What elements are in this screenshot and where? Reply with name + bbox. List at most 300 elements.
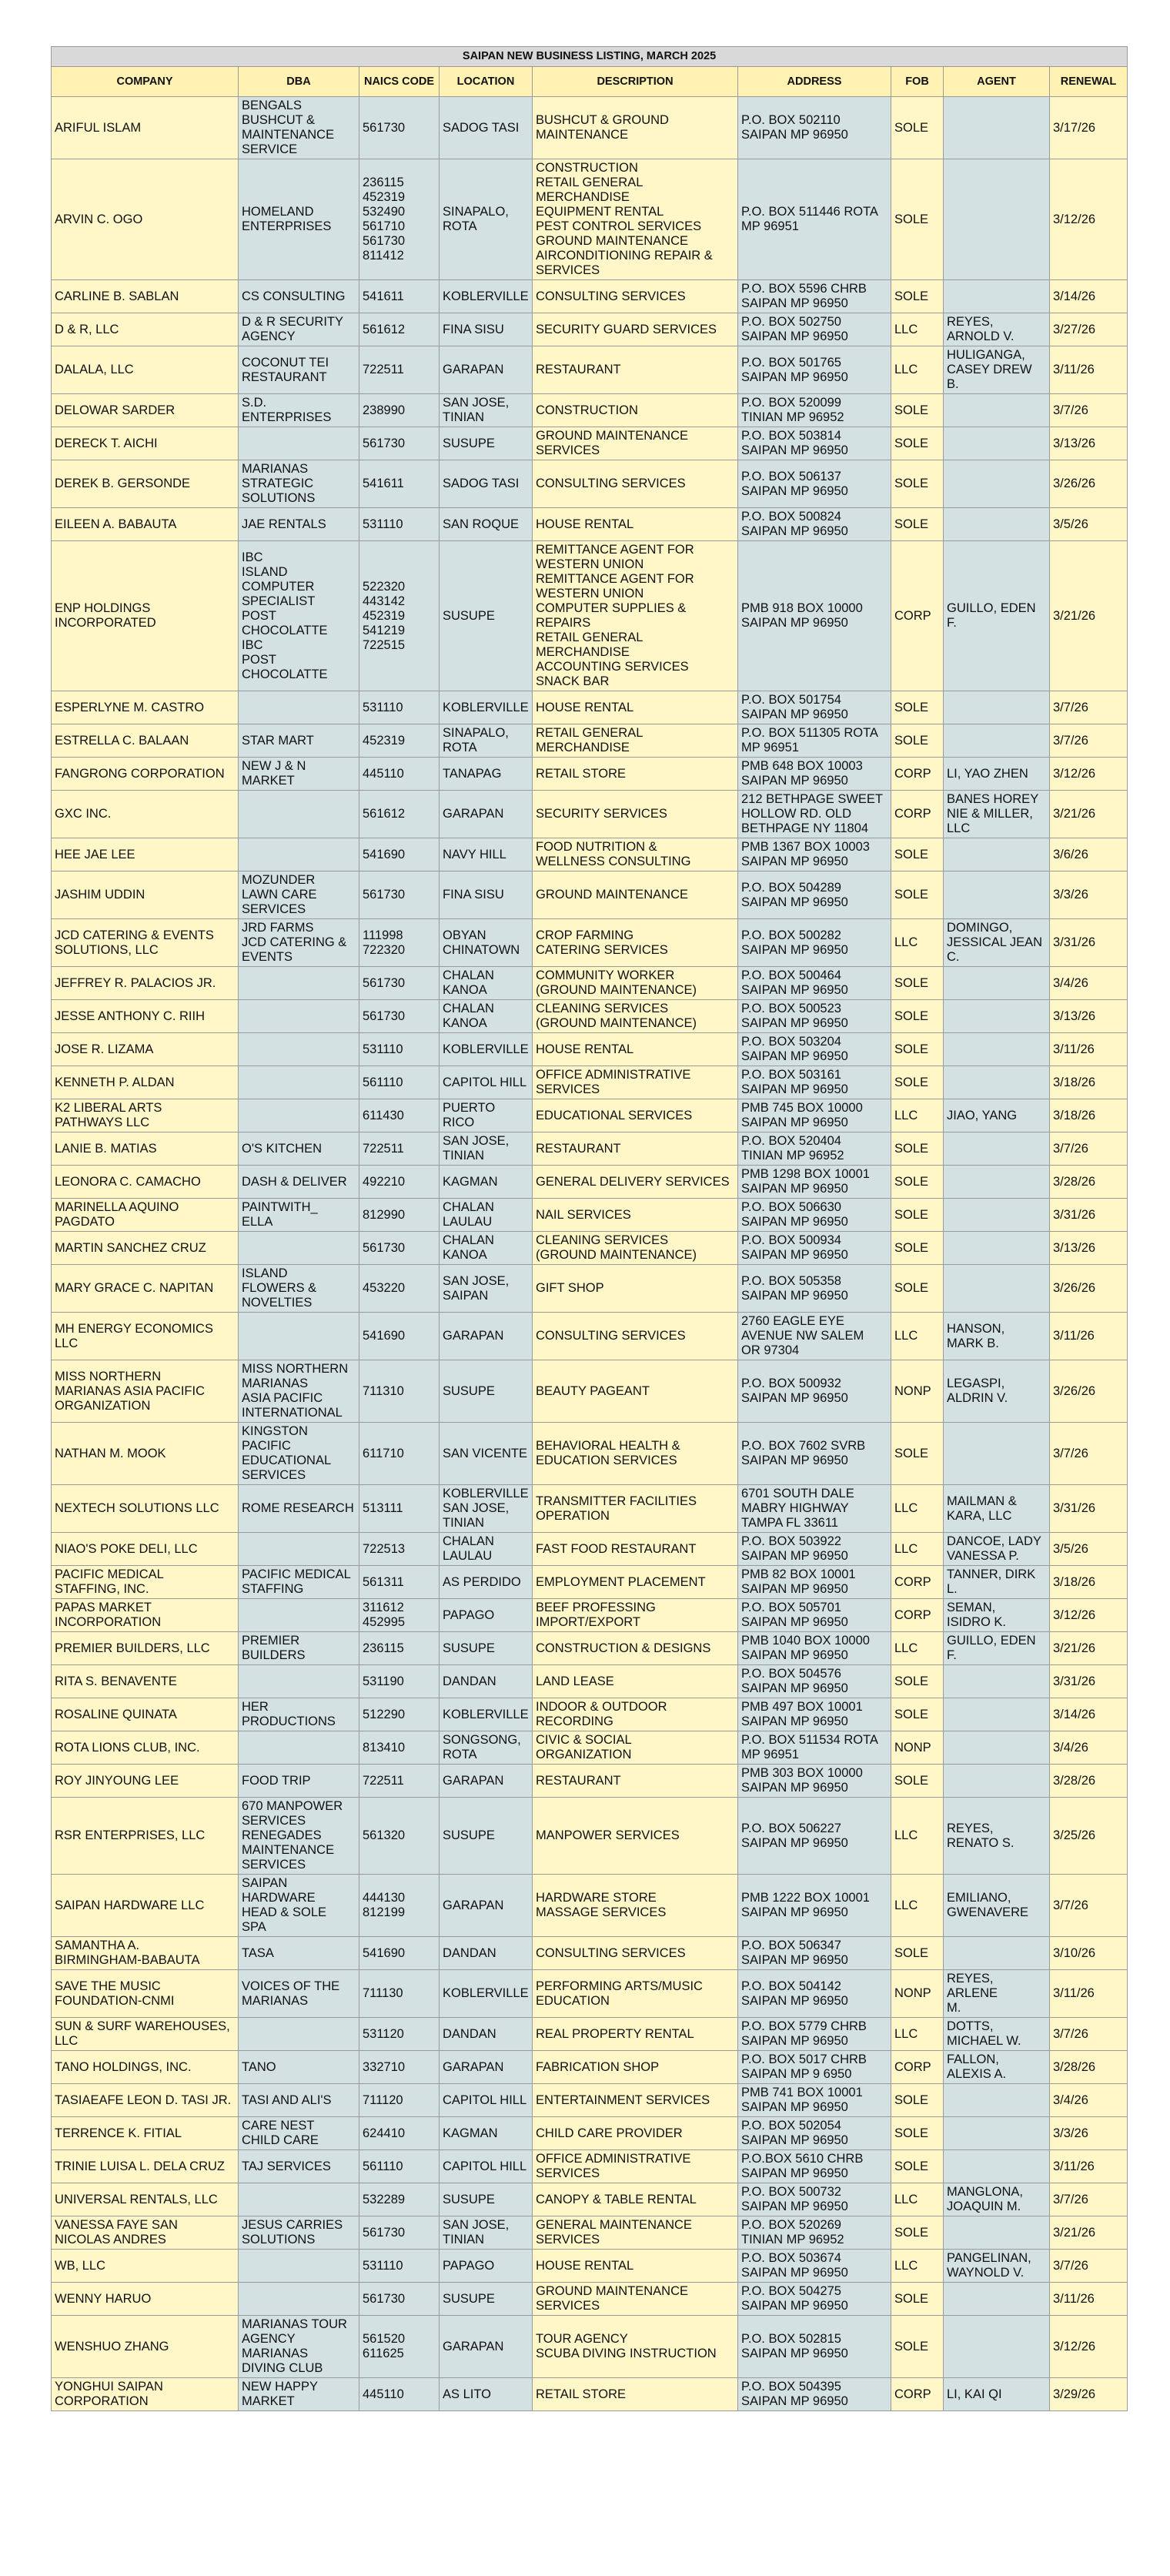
renewal-line: 3/4/26 <box>1053 975 1088 990</box>
dba-cell <box>239 1232 359 1265</box>
address-line: P.O. BOX 503204 <box>741 1035 841 1049</box>
agent-cell <box>944 1000 1050 1033</box>
dba-cell <box>239 1485 359 1533</box>
renewal-line: 3/12/26 <box>1053 1607 1096 1622</box>
column-header-agent: AGENT <box>944 67 1050 97</box>
agent-cell <box>944 1533 1050 1566</box>
address-line: 212 BETHPAGE SWEET <box>741 792 883 806</box>
renewal-cell <box>1050 2216 1128 2250</box>
fob-line: NONP <box>894 1740 931 1755</box>
description-cell <box>533 871 738 919</box>
company-line: ARIFUL ISLAM <box>55 120 142 135</box>
company-cell <box>52 394 239 427</box>
location-cell <box>440 2150 533 2183</box>
naics-cell <box>359 1632 440 1665</box>
address-line: SAIPAN MP 96950 <box>741 1288 848 1303</box>
company-cell <box>52 280 239 313</box>
dba-line: STRATEGIC <box>242 477 314 490</box>
naics-line: 722515 <box>363 637 406 652</box>
renewal-line: 3/4/26 <box>1053 2093 1088 2107</box>
address-line: SAIPAN MP 96950 <box>741 1905 848 1919</box>
location-line: LAULAU <box>443 1215 493 1229</box>
description-cell <box>533 2283 738 2316</box>
address-line: 6701 SOUTH DALE <box>741 1487 854 1500</box>
fob-cell <box>891 2283 944 2316</box>
description-line: RESTAURANT <box>536 1141 621 1156</box>
fob-line: SOLE <box>894 436 929 450</box>
table-row <box>52 280 1128 313</box>
agent-line: ISIDRO K. <box>947 1615 1007 1629</box>
renewal-cell <box>1050 1232 1128 1265</box>
location-cell <box>440 541 533 691</box>
naics-line: 452319 <box>363 608 406 623</box>
dba-line: SERVICES <box>242 1468 306 1482</box>
naics-line: 541690 <box>363 847 406 861</box>
description-line: SECURITY SERVICES <box>536 807 667 821</box>
company-line: PAGDATO <box>55 1215 115 1229</box>
naics-cell <box>359 1166 440 1199</box>
dba-line: HEAD & SOLE <box>242 1905 327 1919</box>
address-line: PMB 1040 BOX 10000 <box>741 1634 870 1648</box>
table-row <box>52 2117 1128 2150</box>
naics-cell <box>359 1765 440 1798</box>
renewal-cell <box>1050 1731 1128 1765</box>
dba-cell <box>239 1265 359 1313</box>
agent-line: GUILLO, EDEN <box>947 601 1036 615</box>
company-cell <box>52 427 239 460</box>
renewal-cell <box>1050 1566 1128 1599</box>
naics-line: 812990 <box>363 1207 406 1222</box>
company-cell <box>52 346 239 394</box>
company-line: D & R, LLC <box>55 322 119 336</box>
description-line: SERVICES <box>536 2233 600 2246</box>
description-line: SECURITY GUARD SERVICES <box>536 322 717 336</box>
description-line: HARDWARE STORE <box>536 1891 657 1905</box>
dba-cell <box>239 2250 359 2283</box>
address-cell <box>738 1360 891 1423</box>
dba-line: HOMELAND <box>242 205 314 219</box>
location-line: CAPITOL HILL <box>443 2093 527 2107</box>
agent-line: TANNER, DIRK <box>947 1567 1036 1581</box>
table-row <box>52 1485 1128 1533</box>
description-line: HOUSE RENTAL <box>536 1042 634 1056</box>
location-cell <box>440 724 533 758</box>
naics-cell <box>359 508 440 541</box>
location-line: CHALAN <box>443 1233 494 1247</box>
description-cell <box>533 919 738 967</box>
table-row <box>52 1265 1128 1313</box>
dba-line: ELLA <box>242 1215 273 1229</box>
dba-cell <box>239 2084 359 2117</box>
address-cell <box>738 2250 891 2283</box>
naics-line: 531120 <box>363 2026 404 2041</box>
address-cell <box>738 1665 891 1698</box>
company-cell <box>52 2150 239 2183</box>
address-cell <box>738 791 891 838</box>
renewal-cell <box>1050 1423 1128 1485</box>
address-cell <box>738 838 891 871</box>
address-cell <box>738 1265 891 1313</box>
description-cell <box>533 280 738 313</box>
dba-cell <box>239 394 359 427</box>
address-line: SAIPAN MP 96950 <box>741 1993 848 2008</box>
dba-line: ROME RESEARCH <box>242 1501 354 1515</box>
fob-line: NONP <box>894 1986 931 2000</box>
fob-line: SOLE <box>894 1773 929 1788</box>
company-cell <box>52 460 239 508</box>
column-header-company: COMPANY <box>52 67 239 97</box>
address-cell <box>738 1765 891 1798</box>
fob-line: SOLE <box>894 1042 929 1056</box>
address-line: P.O. BOX 520404 <box>741 1134 841 1148</box>
address-cell <box>738 1599 891 1632</box>
agent-cell <box>944 1066 1050 1099</box>
company-cell <box>52 2250 239 2283</box>
table-row <box>52 541 1128 691</box>
dba-cell <box>239 1665 359 1698</box>
naics-cell <box>359 2378 440 2411</box>
location-line: SAN JOSE, <box>443 1273 510 1288</box>
address-line: TAMPA FL 33611 <box>741 1516 838 1530</box>
location-line: OBYAN <box>443 928 486 942</box>
table-row <box>52 2150 1128 2183</box>
dba-line: SOLUTIONS <box>242 491 316 505</box>
fob-cell <box>891 2378 944 2411</box>
renewal-cell <box>1050 1937 1128 1970</box>
location-line: RICO <box>443 1116 475 1129</box>
location-cell <box>440 2216 533 2250</box>
renewal-cell <box>1050 1132 1128 1166</box>
address-line: P.O. BOX 504576 <box>741 1667 841 1681</box>
agent-line: WAYNOLD V. <box>947 2266 1025 2280</box>
address-cell <box>738 1566 891 1599</box>
location-line: DANDAN <box>443 1945 496 1960</box>
dba-line: HER <box>242 1700 269 1714</box>
address-cell <box>738 691 891 724</box>
fob-cell <box>891 1199 944 1232</box>
location-cell <box>440 1132 533 1166</box>
table-row <box>52 2316 1128 2378</box>
company-line: NIAO'S POKE DELI, LLC <box>55 1541 198 1556</box>
company-cell <box>52 919 239 967</box>
company-cell <box>52 1970 239 2018</box>
naics-cell <box>359 1665 440 1698</box>
fob-line: CORP <box>894 1574 931 1589</box>
agent-cell <box>944 394 1050 427</box>
dba-line: SAIPAN <box>242 1876 288 1890</box>
company-line: HEE JAE LEE <box>55 847 135 861</box>
table-row <box>52 1765 1128 1798</box>
description-line: HOUSE RENTAL <box>536 517 634 531</box>
table-row <box>52 1937 1128 1970</box>
address-line: SAIPAN MP 96950 <box>741 524 848 538</box>
dba-line: CHOCOLATTE <box>242 623 328 637</box>
address-line: SAIPAN MP 96950 <box>741 616 848 630</box>
naics-line: 711310 <box>363 1383 404 1398</box>
dba-line: AGENCY <box>242 330 296 343</box>
address-line: SAIPAN MP 96950 <box>741 2394 848 2408</box>
naics-line: 311612 <box>363 1601 404 1614</box>
agent-line: DOMINGO, <box>947 921 1013 935</box>
fob-cell <box>891 1066 944 1099</box>
agent-line: JESSICAL JEAN <box>947 935 1043 949</box>
fob-cell <box>891 2216 944 2250</box>
dba-cell <box>239 346 359 394</box>
naics-cell <box>359 394 440 427</box>
company-cell <box>52 1232 239 1265</box>
naics-line: 611625 <box>363 2347 404 2360</box>
renewal-cell <box>1050 1313 1128 1360</box>
naics-line: 541690 <box>363 1329 406 1343</box>
naics-cell <box>359 967 440 1000</box>
table-row <box>52 1798 1128 1875</box>
address-line: SAIPAN MP 96950 <box>741 1648 848 1662</box>
agent-cell <box>944 1599 1050 1632</box>
company-line: NATHAN M. MOOK <box>55 1446 166 1460</box>
fob-line: NONP <box>894 1383 931 1398</box>
column-header-dba: DBA <box>239 67 359 97</box>
agent-cell <box>944 1937 1050 1970</box>
fob-line: SOLE <box>894 477 929 490</box>
address-cell <box>738 1099 891 1132</box>
address-line: SAIPAN MP 96950 <box>741 942 848 957</box>
description-line: SERVICES <box>536 263 600 277</box>
dba-line: LAWN CARE <box>242 888 317 902</box>
description-line: RETAIL GENERAL <box>536 631 644 644</box>
naics-line: 811412 <box>363 249 404 263</box>
dba-line: SERVICES <box>242 902 306 916</box>
company-line: JCD CATERING & EVENTS <box>55 928 214 942</box>
fob-cell <box>891 1166 944 1199</box>
location-line: ROTA <box>443 219 477 233</box>
company-cell <box>52 1000 239 1033</box>
dba-line: JCD CATERING & <box>242 935 347 949</box>
dba-line: FLOWERS & <box>242 1281 317 1295</box>
agent-line: REYES, <box>947 1821 994 1835</box>
agent-cell <box>944 1665 1050 1698</box>
naics-cell <box>359 2051 440 2084</box>
agent-cell <box>944 1360 1050 1423</box>
naics-line: 561311 <box>363 1574 404 1589</box>
address-cell <box>738 1937 891 1970</box>
dba-cell <box>239 313 359 346</box>
agent-cell <box>944 1132 1050 1166</box>
address-line: SAIPAN MP 96950 <box>741 2166 848 2180</box>
description-line: LAND LEASE <box>536 1674 614 1688</box>
company-cell <box>52 1360 239 1423</box>
fob-line: SOLE <box>894 1075 929 1089</box>
description-line: (GROUND MAINTENANCE) <box>536 1016 697 1030</box>
dba-line: IBC <box>242 637 263 652</box>
description-line: CANOPY & TABLE RENTAL <box>536 2192 697 2206</box>
location-line: SUSUPE <box>443 1641 495 1655</box>
company-cell <box>52 2183 239 2216</box>
fob-cell <box>891 2117 944 2150</box>
table-row <box>52 97 1128 159</box>
description-line: IMPORT/EXPORT <box>536 1615 640 1629</box>
dba-cell <box>239 758 359 791</box>
renewal-line: 3/11/26 <box>1053 2291 1095 2306</box>
location-line: KAGMAN <box>443 1174 498 1189</box>
address-cell <box>738 1485 891 1533</box>
fob-cell <box>891 1485 944 1533</box>
agent-cell <box>944 1423 1050 1485</box>
address-line: PMB 1367 BOX 10003 <box>741 840 870 854</box>
agent-line: SEMAN, <box>947 1601 996 1614</box>
location-cell <box>440 1166 533 1199</box>
naics-cell <box>359 1875 440 1937</box>
dba-line: JESUS CARRIES <box>242 2218 343 2232</box>
renewal-line: 3/11/26 <box>1053 2159 1095 2173</box>
renewal-cell <box>1050 460 1128 508</box>
renewal-line: 3/31/26 <box>1053 1501 1096 1515</box>
description-line: CLEANING SERVICES <box>536 1002 669 1015</box>
agent-line: B. <box>947 377 959 391</box>
company-cell <box>52 159 239 280</box>
description-cell <box>533 2216 738 2250</box>
dba-line: IBC <box>242 550 263 564</box>
agent-line: EMILIANO, <box>947 1891 1011 1905</box>
company-line: UNIVERSAL RENTALS, LLC <box>55 2192 218 2206</box>
address-cell <box>738 758 891 791</box>
description-cell <box>533 2183 738 2216</box>
location-line: FINA SISU <box>443 888 504 902</box>
description-line: NAIL SERVICES <box>536 1207 631 1222</box>
fob-line: LLC <box>894 2192 918 2206</box>
dba-line: TAJ SERVICES <box>242 2159 331 2173</box>
description-cell <box>533 691 738 724</box>
location-cell <box>440 1937 533 1970</box>
fob-line: SOLE <box>894 700 929 714</box>
naics-line: 711120 <box>363 2093 403 2107</box>
location-line: SAN JOSE, <box>443 1134 510 1148</box>
naics-line: 561710 <box>363 219 406 233</box>
address-cell <box>738 724 891 758</box>
dba-line: SPA <box>242 1920 266 1934</box>
renewal-line: 3/12/26 <box>1053 212 1096 226</box>
description-line: (GROUND MAINTENANCE) <box>536 983 697 997</box>
description-cell <box>533 1423 738 1485</box>
description-line: GROUND MAINTENANCE <box>536 2284 689 2298</box>
dba-line: BUSHCUT & <box>242 113 316 127</box>
location-cell <box>440 2183 533 2216</box>
address-line: SAIPAN MP 96950 <box>741 2266 848 2280</box>
renewal-cell <box>1050 2283 1128 2316</box>
address-line: SAIPAN MP 96950 <box>741 855 848 868</box>
location-cell <box>440 1765 533 1798</box>
description-line: EMPLOYMENT PLACEMENT <box>536 1574 706 1589</box>
description-cell <box>533 1265 738 1313</box>
dba-cell <box>239 1731 359 1765</box>
column-header-row <box>52 67 1128 97</box>
address-line: SAIPAN MP 9 6950 <box>741 2067 852 2081</box>
dba-cell <box>239 1533 359 1566</box>
dba-cell <box>239 919 359 967</box>
location-line: SADOG TASI <box>443 120 520 135</box>
company-line: SAVE THE MUSIC <box>55 1979 161 1993</box>
location-cell <box>440 313 533 346</box>
table-row <box>52 1033 1128 1066</box>
company-line: DALALA, LLC <box>55 363 134 376</box>
fob-cell <box>891 871 944 919</box>
column-header-fob: FOB <box>891 67 944 97</box>
fob-line: SOLE <box>894 975 929 990</box>
description-line: RETAIL STORE <box>536 766 627 781</box>
address-line: SAIPAN MP 96950 <box>741 483 848 498</box>
location-line: GARAPAN <box>443 1329 504 1343</box>
description-line: ENTERTAINMENT SERVICES <box>536 2093 710 2107</box>
location-line: SAN JOSE, <box>443 2218 510 2232</box>
address-line: SAIPAN MP 96950 <box>741 2034 848 2048</box>
address-cell <box>738 2084 891 2117</box>
agent-cell <box>944 1313 1050 1360</box>
company-cell <box>52 758 239 791</box>
naics-line: 611710 <box>363 1446 404 1460</box>
naics-line: 561730 <box>363 2291 406 2306</box>
location-line: SUSUPE <box>443 1828 495 1842</box>
dba-cell <box>239 967 359 1000</box>
table-row <box>52 758 1128 791</box>
agent-cell <box>944 724 1050 758</box>
naics-line: 722511 <box>363 1141 404 1156</box>
description-cell <box>533 1166 738 1199</box>
dba-line: TANO <box>242 2059 276 2074</box>
renewal-cell <box>1050 1698 1128 1731</box>
agent-cell <box>944 1765 1050 1798</box>
renewal-line: 3/14/26 <box>1053 1707 1096 1721</box>
company-cell <box>52 97 239 159</box>
address-cell <box>738 346 891 394</box>
location-cell <box>440 1566 533 1599</box>
company-line: WENSHUO ZHANG <box>55 2339 169 2354</box>
company-line: GXC INC. <box>55 807 112 821</box>
renewal-line: 3/7/26 <box>1053 700 1088 714</box>
description-line: GROUND MAINTENANCE <box>536 234 689 248</box>
location-line: TINIAN <box>443 1149 485 1163</box>
dba-line: CHOCOLATTE <box>242 667 328 681</box>
description-cell <box>533 2018 738 2051</box>
fob-line: SOLE <box>894 1009 929 1023</box>
renewal-line: 3/31/26 <box>1053 1674 1096 1688</box>
address-cell <box>738 1533 891 1566</box>
fob-cell <box>891 1360 944 1423</box>
description-line: CONSULTING SERVICES <box>536 1329 686 1343</box>
agent-cell <box>944 1731 1050 1765</box>
company-cell <box>52 1731 239 1765</box>
location-line: GARAPAN <box>443 1898 504 1912</box>
dba-cell <box>239 1599 359 1632</box>
address-line: P.O. BOX 511446 ROTA <box>741 205 878 219</box>
location-cell <box>440 1423 533 1485</box>
description-line: GROUND MAINTENANCE <box>536 888 689 902</box>
agent-cell <box>944 508 1050 541</box>
naics-line: 452319 <box>363 190 406 204</box>
table-row <box>52 1632 1128 1665</box>
table-row <box>52 1875 1128 1937</box>
naics-cell <box>359 1099 440 1132</box>
address-line: SAIPAN MP 96950 <box>741 1582 848 1596</box>
table-row <box>52 346 1128 394</box>
fob-line: CORP <box>894 2059 931 2074</box>
fob-line: SOLE <box>894 1281 929 1295</box>
dba-line: NEW HAPPY <box>242 2380 319 2394</box>
naics-cell <box>359 1066 440 1099</box>
renewal-line: 3/4/26 <box>1053 1740 1088 1755</box>
fob-cell <box>891 2316 944 2378</box>
fob-cell <box>891 1937 944 1970</box>
location-line: TINIAN <box>443 2233 485 2246</box>
fob-line: SOLE <box>894 2093 929 2107</box>
